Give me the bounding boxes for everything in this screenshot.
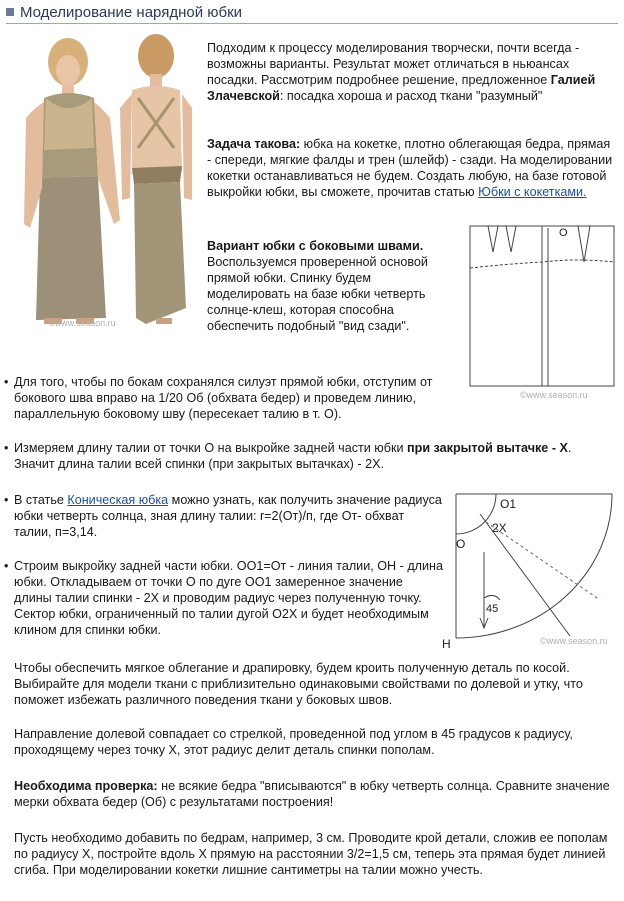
intro-text-a: Подходим к процессу моделирования творчески, почти всегда - возможны варианты. Результат может отличаться в ньюансах посадки. Рассмотрим подробнее решение, предложенное: [207, 41, 580, 87]
bullet-1: [14, 374, 454, 422]
page-title-text: Моделирование нарядной юбки: [20, 4, 243, 21]
paragraph-3: [14, 778, 618, 810]
label-45: 45: [486, 603, 499, 615]
intro-text-b: : посадка хороша и расход ткани "разумный": [279, 89, 543, 103]
label-h: H: [442, 637, 451, 651]
figure2-watermark: ©www.season.ru: [540, 636, 608, 646]
photo-watermark: ©www.season.ru: [48, 318, 116, 328]
bullet-3-text-b: можно узнать, как получить значение радиуса юбки четверть солнца, зная длину талии: r=2(Oт)/п, где Oт- обхват талии, п=3,14.: [14, 493, 442, 539]
label-2x: 2X: [492, 521, 507, 535]
angle-arc: [484, 595, 500, 600]
figure1-watermark: ©www.season.ru: [520, 390, 588, 400]
quarter-circle-figure: [440, 488, 620, 652]
conical-skirt-link[interactable]: Коническая юбка: [67, 493, 169, 507]
bullet-3: [14, 492, 444, 540]
bullet-4-text: Строим выкройку задней части юбки. OO1=Oт - линия талии, OH - длина юбки. Откладываем от точки O по дуге OO1 замеренное значение длины талии спинки - 2X и проводим радиус через полученную точку. Сектор юбки, ограниченный по талии дугой O2X и будет необходимым клином для спинки юбки.: [14, 559, 444, 637]
bullet-2: [14, 440, 614, 472]
paragraph-1: Чтобы обеспечить мягкое облегание и драпировку, будем кроить полученную деталь по косой. Выбирайте для модели ткани с приблизительно одинаковыми свойствами по долевой и утку, что поможет избежать различного поведения ткани у боковых швов.: [14, 661, 583, 707]
paragraph-2: Направление долевой совпадает со стрелкой, проведенной под углом в 45 градусов к радиусу, проходящему через точку X, этот радиус делит деталь спинки пополам.: [14, 727, 573, 757]
bullet-2-bold: при закрытой вытачке - X: [407, 441, 568, 455]
hem-arc: [456, 494, 612, 638]
task-label: Задача такова:: [207, 137, 301, 151]
check-label: Необходима проверка:: [14, 779, 158, 793]
bullet-2-text-b: . Значит длина талии всей спинки (при закрытых вытачках) - 2X.: [14, 441, 572, 471]
bullet-3-text-a: В статье: [14, 493, 68, 507]
task-paragraph: [207, 136, 617, 200]
back-dart: [578, 226, 590, 262]
variant-text: Воспользуемся проверенной основой прямой юбки. Спинку будем моделировать на базе юбки четверть солнце-клеш, которая способна обеспечить подобный "вид сзади".: [207, 255, 428, 333]
label-o1: O1: [500, 497, 517, 511]
point-o-label: O: [559, 227, 568, 239]
check-text: не всякие бедра "вписываются" в юбку четверть солнца. Сравните значение мерки обхвата бедер (Об) с результатами построения!: [14, 779, 610, 809]
bullet-4: [14, 558, 444, 638]
variant-label: Вариант юбки с боковыми швами.: [207, 239, 424, 253]
front-dart-2: [506, 226, 516, 252]
task-text: юбка на кокетке, плотно облегающая бедра, прямая - спереди, мягкие фалды и трен (шлейф) - сзади. На моделировании кокетки останавливаться не будем. Создать любую, на базе готовой выкройки юбки, вы сможете, прочитав статью: [207, 137, 613, 199]
label-o: O: [456, 537, 466, 551]
yoke-skirts-link[interactable]: Юбки с кокетками.: [478, 185, 587, 199]
paragraph-4: Пусть необходимо добавить по бедрам, например, 3 см. Проводите крой детали, сложив ее пополам по радиусу X, постройте вдоль X прямую на расстоянии 3/2=1,5 см, теперь эта прямая будет линией сгиба. При моделировании кокетки лишние сантиметры на талии можно учесть.: [14, 831, 608, 877]
straight-skirt-figure: [466, 222, 618, 402]
variant-paragraph: [207, 238, 457, 334]
title-marker: [6, 8, 14, 16]
front-dart: [488, 226, 498, 252]
intro-paragraph: [207, 40, 617, 104]
dress-photo: [6, 28, 202, 330]
bullet-2-text-a: Измеряем длину талии от точки О на выкройке задней части юбки: [14, 441, 408, 455]
bullet-1-text: Для того, чтобы по бокам сохранялся силуэт прямой юбки, отступим от бокового шва вправо на 1/20 Об (обхвата бедер) и проведем линию, параллельную боковому шву (пересекает талию в т. О).: [14, 375, 433, 421]
page-title: [6, 3, 618, 24]
intro-author: Галией Злачевской: [207, 73, 596, 103]
